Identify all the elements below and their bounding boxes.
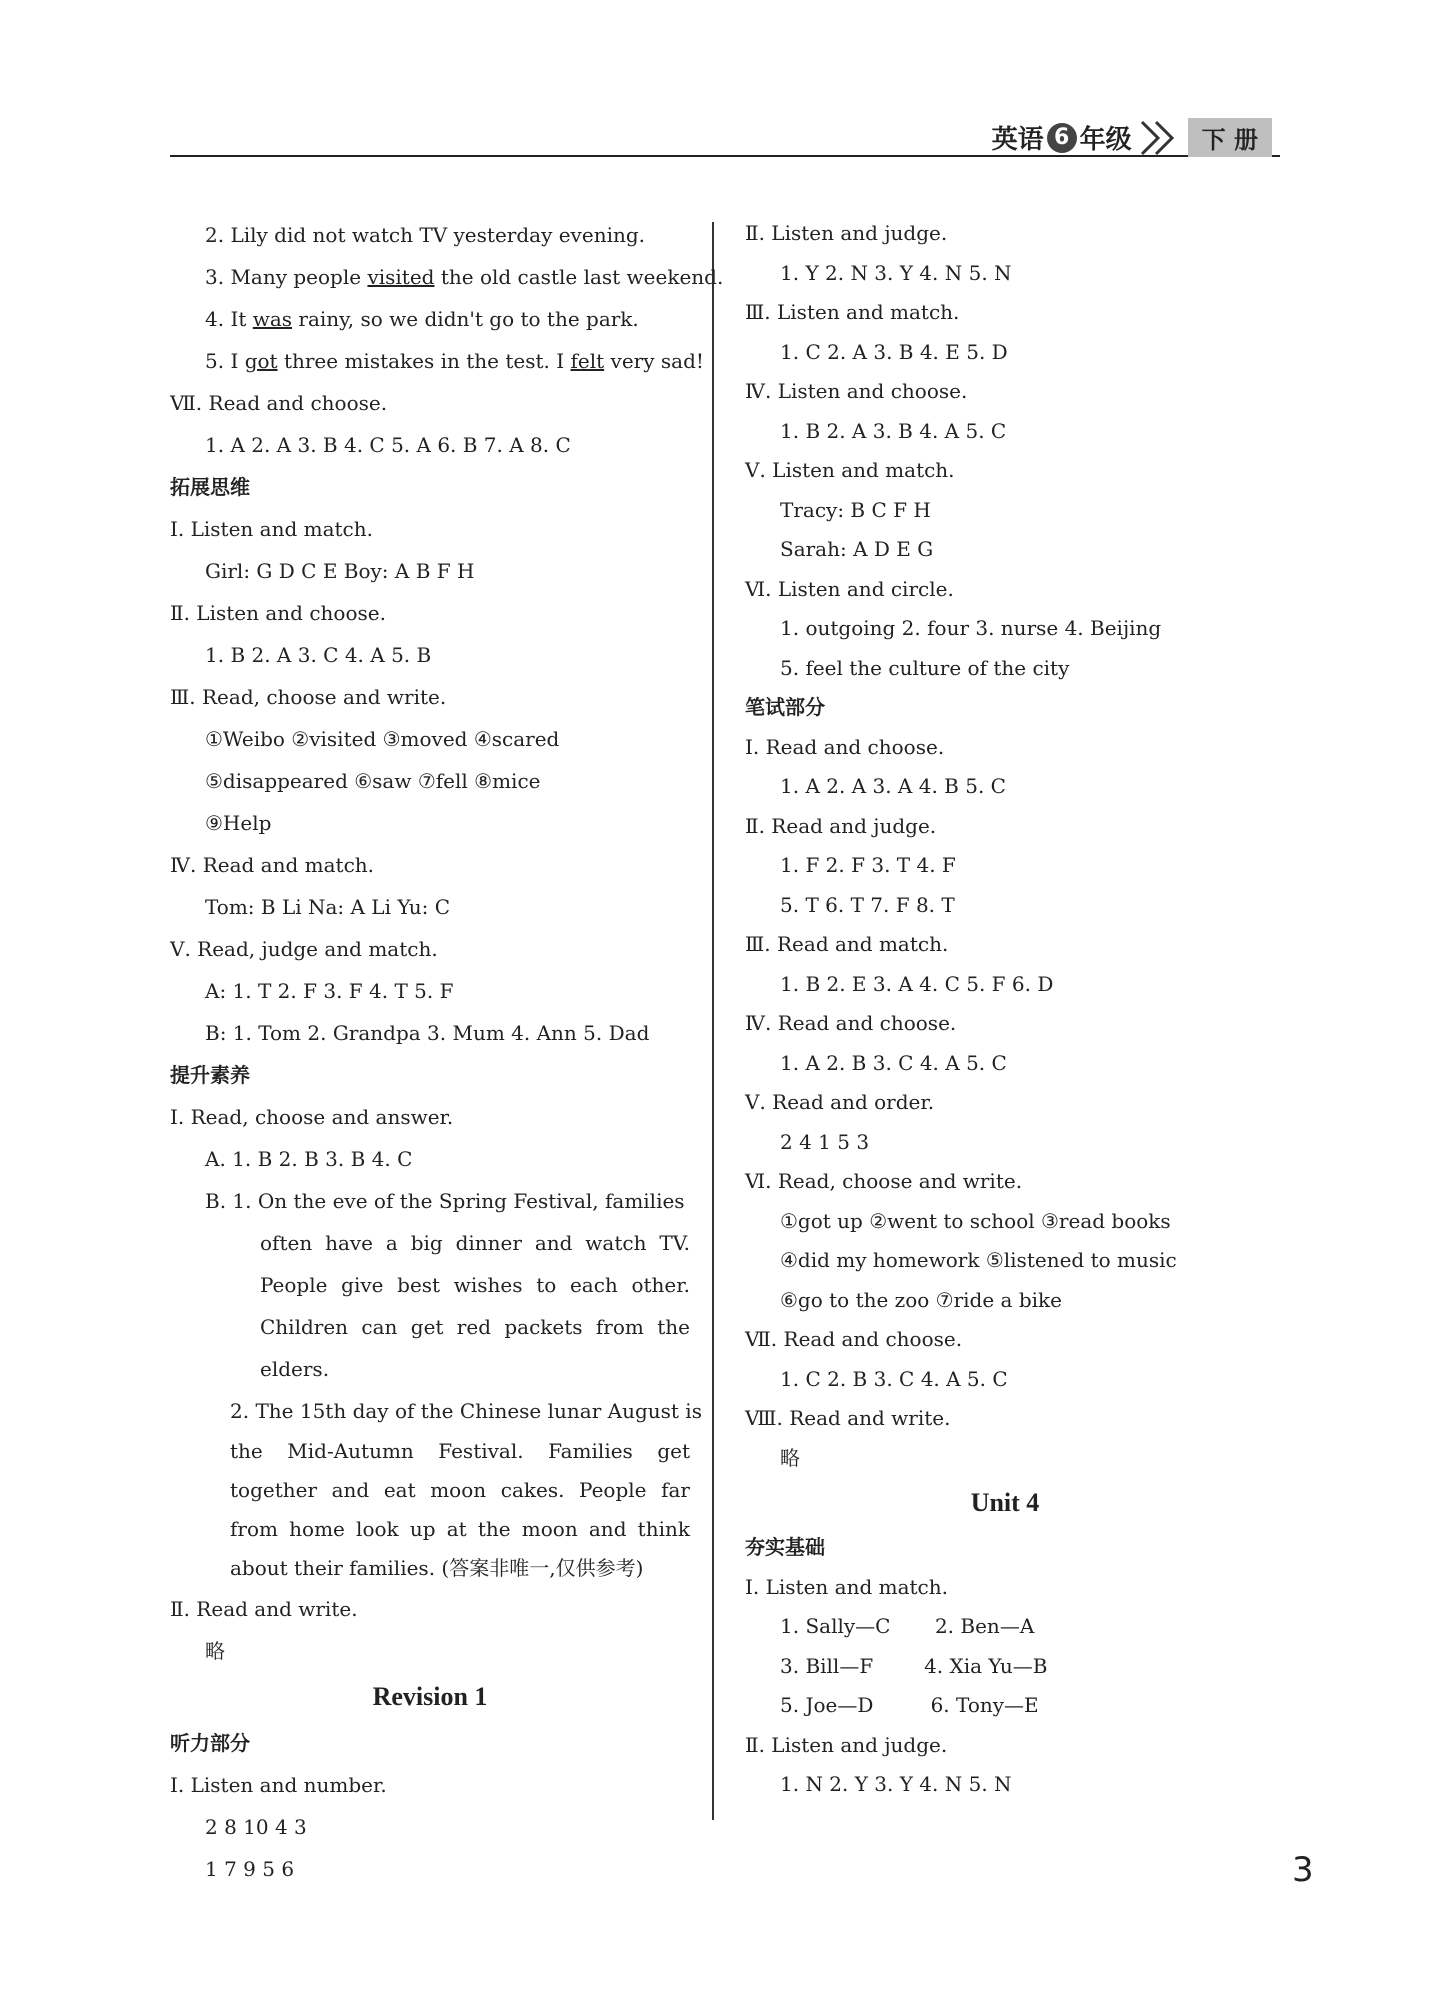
exercise-heading: Ⅰ. Listen and match.	[745, 1574, 948, 1599]
column-divider	[712, 222, 714, 1820]
answer-line: 5. feel the culture of the city	[780, 655, 1070, 680]
answer-line: Tracy: B C F H	[780, 497, 931, 522]
answer-line: ⑥go to the zoo ⑦ride a bike	[780, 1287, 1062, 1312]
answer-line: ④did my homework ⑤listened to music	[780, 1248, 1177, 1272]
exercise-heading: Ⅲ. Read and match.	[745, 932, 949, 956]
underlined-word: visited	[367, 265, 435, 289]
grade-number-badge: 6	[1047, 123, 1077, 153]
right-column	[745, 214, 1265, 1805]
exercise-heading: Ⅳ. Listen and choose.	[745, 379, 968, 403]
double-chevron-icon	[1136, 120, 1184, 156]
answer-line: 1. F 2. F 3. T 4. F	[780, 853, 956, 877]
answer-text: 3. Many people	[205, 265, 368, 289]
answer-line: 1. B 2. A 3. C 4. A 5. B	[205, 643, 432, 667]
answer-line: Girl: G D C E Boy: A B F H	[205, 559, 475, 583]
answer-line: 1 7 9 5 6	[205, 1857, 295, 1881]
answer-line: Sarah: A D E G	[780, 537, 934, 561]
grade-label: 年级	[1079, 125, 1132, 155]
exercise-heading: Ⅱ. Read and judge.	[745, 813, 937, 838]
exercise-heading: Ⅴ. Read, judge and match.	[170, 937, 438, 961]
subject-label: 英语	[991, 125, 1044, 155]
answer-text: 5. I	[205, 349, 245, 373]
exercise-heading: Ⅰ. Read and choose.	[745, 734, 945, 759]
exercise-heading: Ⅰ. Listen and match.	[170, 517, 373, 541]
answer-line: A: 1. T 2. F 3. F 4. T 5. F	[205, 979, 454, 1003]
underlined-word: felt	[570, 349, 605, 373]
answer-line: Tom: B Li Na: A Li Yu: C	[205, 895, 451, 919]
exercise-heading: Ⅵ. Read, choose and write.	[745, 1169, 1023, 1193]
exercise-heading: Ⅵ. Listen and circle.	[745, 576, 954, 601]
answer-line: 3. Bill—F 4. Xia Yu—B	[780, 1653, 1048, 1678]
underlined-word: was	[252, 307, 293, 331]
answer-line	[170, 298, 690, 340]
answer-line: 1. C 2. B 3. C 4. A 5. C	[780, 1366, 1008, 1391]
exercise-heading: Ⅶ. Read and choose.	[170, 391, 388, 415]
exercise-heading: Ⅱ. Read and write.	[170, 1597, 358, 1621]
exercise-heading: Ⅴ. Listen and match.	[745, 458, 955, 482]
answer-line: 2 8 10 4 3	[205, 1815, 307, 1839]
answer-line: ①got up ②went to school ③read books	[780, 1208, 1171, 1233]
answer-text: three mistakes in the test. I	[277, 349, 571, 373]
answer-line: 1. B 2. A 3. B 4. A 5. C	[780, 418, 1007, 443]
exercise-heading: Ⅳ. Read and choose.	[745, 1011, 957, 1035]
answer-line: 1. A 2. A 3. A 4. B 5. C	[780, 774, 1006, 798]
exercise-heading: Ⅰ. Listen and number.	[170, 1773, 387, 1797]
answer-line: 1. Sally—C 2. Ben—A	[780, 1614, 1035, 1638]
answer-line: 5. Joe—D 6. Tony—E	[780, 1693, 1039, 1717]
unit-title: Revision 1	[372, 1682, 488, 1711]
answer-line: 1. outgoing 2. four 3. nurse 4. Beijing	[780, 616, 1162, 640]
exercise-heading: Ⅱ. Listen and choose.	[170, 601, 386, 625]
answer-line: 1. Y 2. N 3. Y 4. N 5. N	[780, 260, 1012, 285]
answer-line: 1. B 2. E 3. A 4. C 5. F 6. D	[780, 971, 1054, 996]
answer-paragraph: the Mid-Autumn Festival. Families get together and eat moon cakes. People far from home look up at the moon and think about their families. (答案非唯一,仅供参考)	[230, 1439, 690, 1580]
exercise-heading: Ⅶ. Read and choose.	[745, 1327, 963, 1351]
unit-title: Unit 4	[970, 1488, 1040, 1517]
answer-line	[170, 214, 690, 256]
answer-text: 2. Lily did not watch TV yesterday evening.	[205, 223, 646, 247]
exercise-heading: Ⅱ. Listen and judge.	[745, 1732, 948, 1757]
section-heading: 拓展思维	[170, 475, 250, 499]
section-heading: 笔试部分	[745, 695, 825, 719]
answer-paragraph: often have a big dinner and watch TV. People give best wishes to each other. Children can get red packets from the elders.	[260, 1231, 690, 1381]
exercise-heading: Ⅱ. Listen and judge.	[745, 221, 948, 245]
underlined-word: got	[244, 349, 278, 373]
answer-line: ⑨Help	[205, 811, 272, 835]
answer-line: 1. C 2. A 3. B 4. E 5. D	[780, 339, 1008, 364]
exercise-heading: Ⅴ. Read and order.	[745, 1090, 935, 1114]
exercise-heading: Ⅰ. Read, choose and answer.	[170, 1105, 454, 1129]
answer-line: ⑤disappeared ⑥saw ⑦fell ⑧mice	[205, 769, 541, 793]
left-column	[170, 214, 724, 1890]
section-heading: 听力部分	[170, 1731, 250, 1755]
answer-line: 1. A 2. A 3. B 4. C 5. A 6. B 7. A 8. C	[205, 433, 571, 457]
exercise-heading: Ⅲ. Listen and match.	[745, 300, 960, 324]
page-number: 3	[1292, 1850, 1314, 1890]
exercise-heading: Ⅲ. Read, choose and write.	[170, 685, 447, 709]
answer-line: B: 1. Tom 2. Grandpa 3. Mum 4. Ann 5. Dad	[205, 1021, 650, 1045]
answer-line: 1. A 2. B 3. C 4. A 5. C	[780, 1050, 1007, 1075]
answer-line: A. 1. B 2. B 3. B 4. C	[205, 1147, 413, 1171]
page-header	[992, 118, 1272, 157]
answer-text: the old castle last weekend.	[434, 265, 724, 289]
answer-line: 1. N 2. Y 3. Y 4. N 5. N	[780, 1772, 1012, 1796]
exercise-heading: Ⅳ. Read and match.	[170, 853, 375, 877]
answer-line: 5. T 6. T 7. F 8. T	[780, 892, 955, 917]
answer-line	[170, 340, 704, 382]
answer-text: rainy, so we didn't go to the park.	[292, 307, 639, 331]
section-heading: 提升素养	[170, 1063, 250, 1087]
answer-line: ①Weibo ②visited ③moved ④scared	[205, 727, 560, 751]
section-heading: 夯实基础	[745, 1535, 825, 1559]
exercise-heading: Ⅷ. Read and write.	[745, 1406, 951, 1430]
answer-line: 略	[780, 1445, 800, 1470]
answer-text: 4. It	[205, 307, 253, 331]
answer-line	[170, 256, 724, 298]
volume-tag: 下 册	[1188, 118, 1272, 157]
answer-line: 略	[205, 1639, 225, 1663]
answer-line: 2 4 1 5 3	[780, 1129, 870, 1154]
answer-line: 2. The 15th day of the Chinese lunar August is	[230, 1399, 702, 1423]
answer-line: B. 1. On the eve of the Spring Festival, families	[205, 1189, 685, 1213]
answer-text: very sad!	[604, 349, 704, 373]
